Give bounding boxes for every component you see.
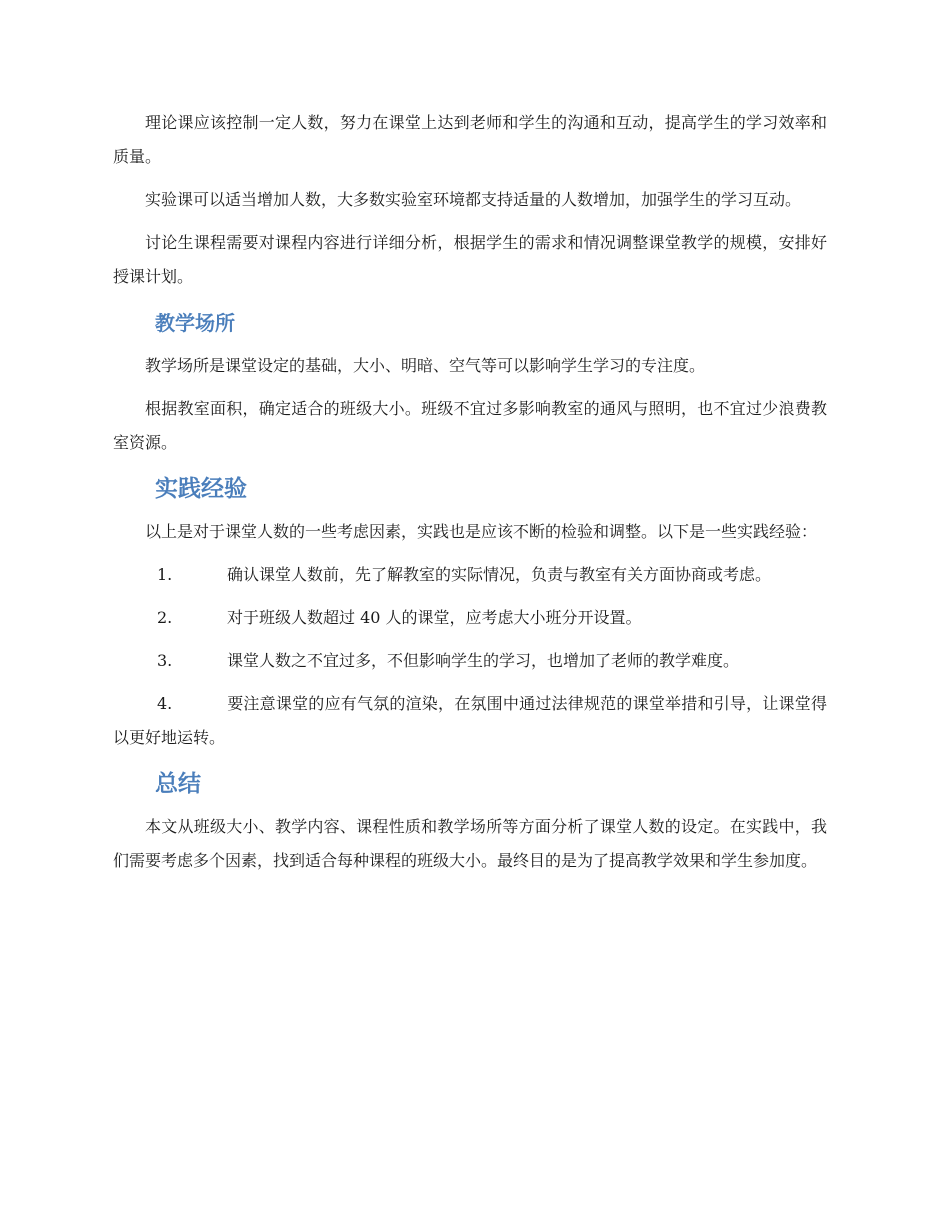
list-item bbox=[113, 644, 827, 678]
list-item-number: 4. bbox=[157, 694, 173, 713]
document-page bbox=[113, 106, 827, 887]
list-item bbox=[113, 558, 827, 592]
paragraph-theory-class: 理论课应该控制一定人数，努力在课堂上达到老师和学生的沟通和互动，提高学生的学习效率和质量。 bbox=[113, 113, 827, 166]
list-item-number: 3. bbox=[157, 651, 173, 670]
paragraph-discussion-class: 讨论生课程需要对课程内容进行详细分析，根据学生的需求和情况调整课堂教学的规模，安排好授课计划。 bbox=[113, 233, 827, 286]
list-item-text: 要注意课堂的应有气氛的渲染，在氛围中通过法律规范的课堂举措和引导，让课堂得以更好地运转。 bbox=[113, 694, 827, 747]
paragraph-venue-size: 根据教室面积，确定适合的班级大小。班级不宜过多影响教室的通风与照明，也不宜过少浪费教室资源。 bbox=[113, 399, 827, 452]
list-item-number: 1. bbox=[157, 565, 173, 584]
heading-venue: 教学场所 bbox=[155, 311, 235, 335]
list-item-text: 确认课堂人数前，先了解教室的实际情况，负责与教室有关方面协商或考虑。 bbox=[227, 565, 772, 584]
list-item-text: 对于班级人数超过 40 人的课堂，应考虑大小班分开设置。 bbox=[227, 608, 642, 627]
paragraph-lab-class: 实验课可以适当增加人数，大多数实验室环境都支持适量的人数增加，加强学生的学习互动。 bbox=[145, 190, 802, 209]
list-item-number: 2. bbox=[157, 608, 173, 627]
heading-practice: 实践经验 bbox=[155, 476, 247, 502]
list-item bbox=[113, 687, 827, 755]
list-item bbox=[113, 601, 827, 635]
heading-summary: 总结 bbox=[155, 771, 201, 797]
list-item-text: 课堂人数之不宜过多，不但影响学生的学习，也增加了老师的教学难度。 bbox=[227, 651, 740, 670]
paragraph-venue-basis: 教学场所是课堂设定的基础，大小、明暗、空气等可以影响学生学习的专注度。 bbox=[145, 356, 706, 375]
paragraph-summary: 本文从班级大小、教学内容、课程性质和教学场所等方面分析了课堂人数的设定。在实践中，我们需要考虑多个因素，找到适合每种课程的班级大小。最终目的是为了提高教学效果和学生参加度。 bbox=[113, 817, 827, 870]
paragraph-practice-intro: 以上是对于课堂人数的一些考虑因素，实践也是应该不断的检验和调整。以下是一些实践经验： bbox=[145, 522, 818, 541]
